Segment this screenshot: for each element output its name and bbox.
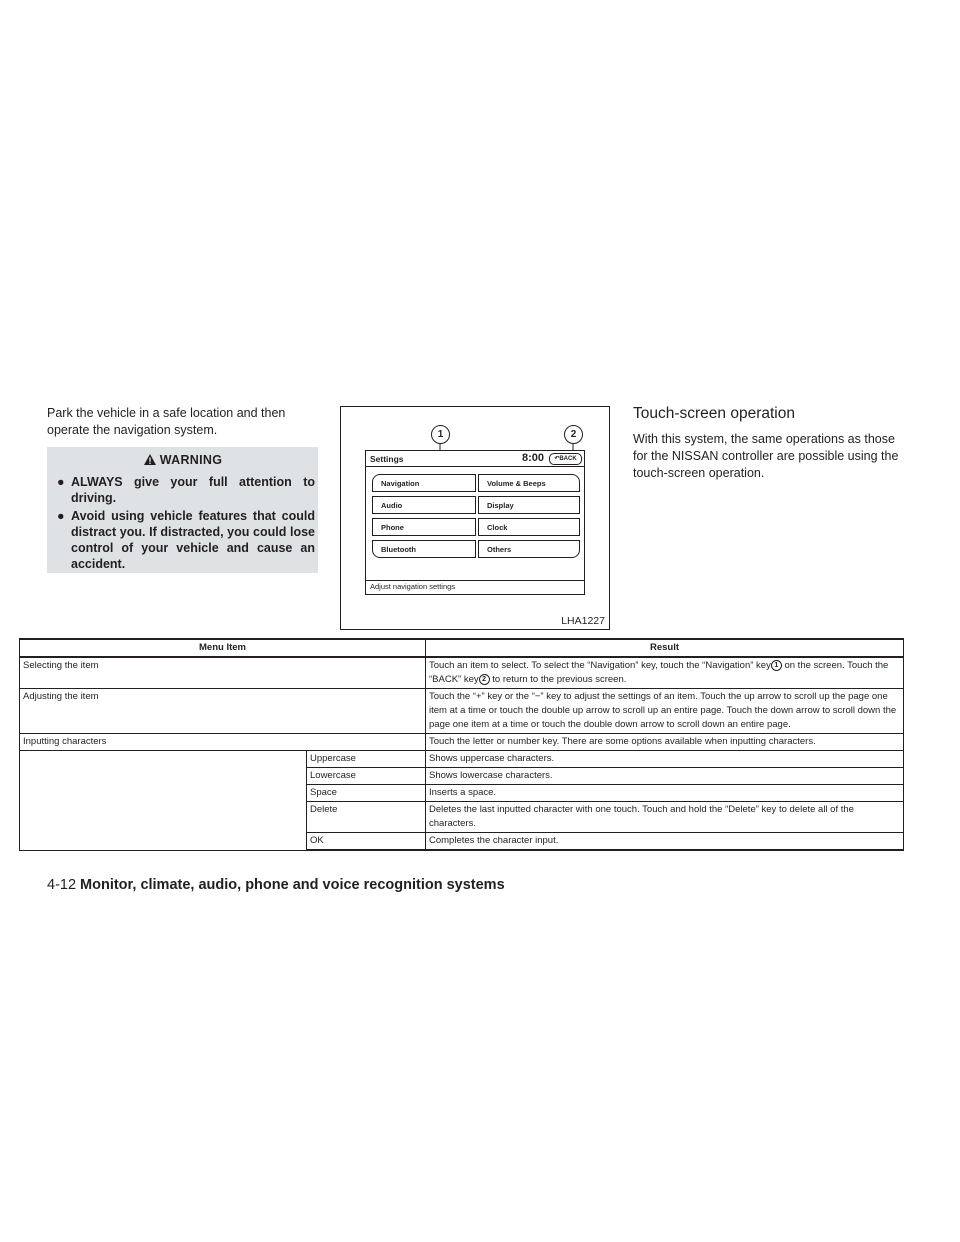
warning-box: [47, 447, 318, 573]
table-row: [20, 734, 904, 751]
callout-2-ref: 2: [479, 674, 490, 685]
audio-button[interactable]: Audio: [372, 496, 476, 514]
clock-button[interactable]: Clock: [478, 518, 580, 536]
row-result: Touch the “+” key or the “−” key to adjust the settings of an item. Touch the up arrow to scroll up the page one item at a time or touch the double up arrow to scroll up an entire page. Touch the down arrow to scroll down the page one item at a time or touch the double down arrow to scroll down an entire page.: [426, 689, 904, 734]
page-footer: [47, 877, 505, 893]
display-button[interactable]: Display: [478, 496, 580, 514]
screen-title: Settings: [370, 454, 404, 464]
subrow-item: OK: [307, 833, 426, 851]
back-button[interactable]: ↶BACK: [549, 453, 582, 465]
row-item: Selecting the item: [20, 657, 426, 689]
operations-table: [19, 638, 904, 851]
intro-text: Park the vehicle in a safe location and then operate the navigation system.: [47, 406, 286, 437]
screen-footer-divider: [366, 580, 584, 581]
warning-header: [47, 453, 318, 467]
callout-1-ref: 1: [771, 660, 782, 671]
row-result: Touch the letter or number key. There are some options available when inputting characters.: [426, 734, 904, 751]
screen-clock: 8:00: [522, 452, 545, 464]
others-button[interactable]: Others: [478, 540, 580, 558]
screen-footer-text: Adjust navigation settings: [370, 582, 456, 591]
settings-figure: [340, 406, 610, 630]
subrow-item: Lowercase: [307, 768, 426, 785]
warning-title: WARNING: [159, 453, 223, 467]
figure-code: LHA1227: [561, 615, 605, 627]
table-header-row: [20, 639, 904, 657]
section-title: Touch-screen operation: [633, 405, 795, 422]
subrow-result: Completes the character input.: [426, 833, 904, 851]
table-row: [20, 657, 904, 689]
subrow-result: Shows lowercase characters.: [426, 768, 904, 785]
callout-1: 1: [431, 425, 450, 444]
table-row: [20, 689, 904, 734]
row-result: Touch an item to select. To select the “Navigation” key, touch the “Navigation” key 1 on the screen. Touch the “BACK” key 2 to return to the previous screen.: [426, 657, 904, 689]
row-indent: [20, 751, 307, 851]
back-arrow-icon: ↶: [554, 456, 560, 462]
header-menu-item: Menu Item: [20, 639, 426, 657]
subrow-item: Space: [307, 785, 426, 802]
bullet-icon: ●: [57, 509, 65, 523]
chapter-title: Monitor, climate, audio, phone and voice recognition systems: [80, 877, 505, 893]
subrow-item: Delete: [307, 802, 426, 833]
volume-beeps-button[interactable]: Volume & Beeps: [478, 474, 580, 492]
row-item: Adjusting the item: [20, 689, 426, 734]
table-subrow: [20, 751, 904, 768]
warning-item: ● Avoid using vehicle features that could distract you. If distracted, you could lose control of your vehicle and cause an accident.: [57, 509, 315, 571]
subrow-result: Inserts a space.: [426, 785, 904, 802]
phone-button[interactable]: Phone: [372, 518, 476, 536]
subrow-item: Uppercase: [307, 751, 426, 768]
subrow-result: Shows uppercase characters.: [426, 751, 904, 768]
row-item: Inputting characters: [20, 734, 426, 751]
warning-item: ● ALWAYS give your full attention to driving.: [57, 475, 315, 505]
bluetooth-button[interactable]: Bluetooth: [372, 540, 476, 558]
header-result: Result: [426, 639, 904, 657]
screen-header-divider: [366, 466, 584, 467]
page-number: 4-12: [47, 877, 77, 893]
subrow-result: Deletes the last inputted character with one touch. Touch and hold the “Delete” key to delete all of the characters.: [426, 802, 904, 833]
section-body: With this system, the same operations as those for the NISSAN controller are possible using the touch-screen operation.: [633, 432, 899, 480]
navigation-button[interactable]: Navigation: [372, 474, 476, 492]
bullet-icon: ●: [57, 475, 65, 489]
callout-2: 2: [564, 425, 583, 444]
warning-icon: [143, 453, 157, 466]
settings-screen: [365, 450, 585, 595]
